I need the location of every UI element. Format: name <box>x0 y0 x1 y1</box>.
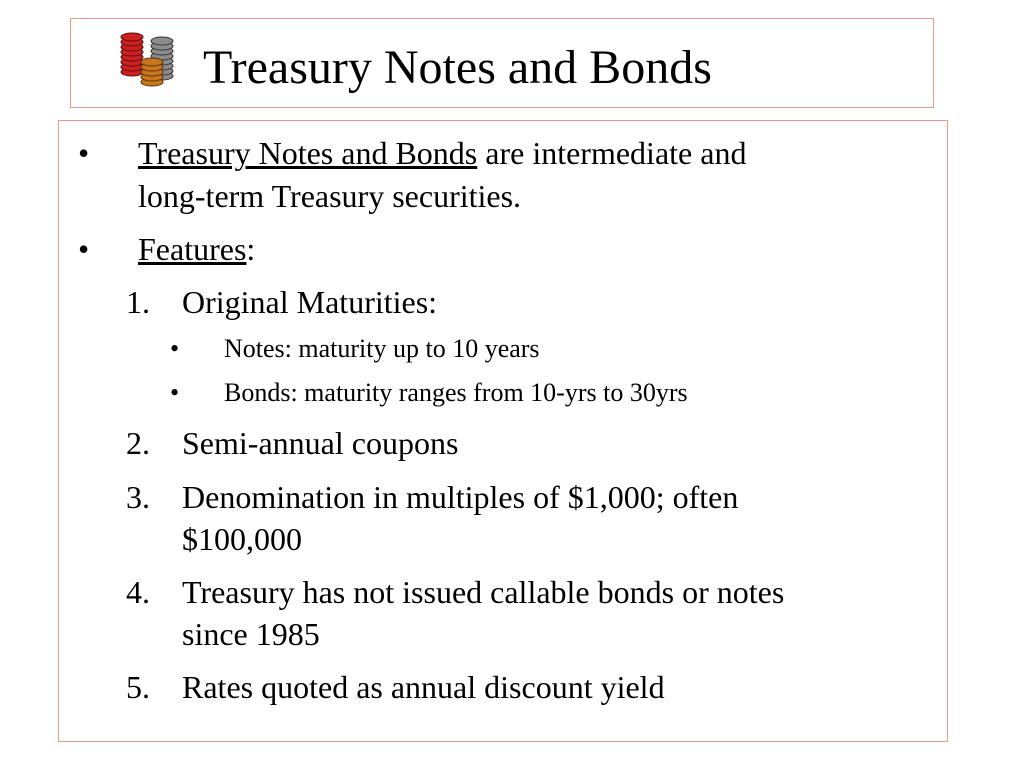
item-2-text: Semi-annual coupons <box>182 425 459 461</box>
item-1-text: Original Maturities: <box>182 284 438 320</box>
bullet-2-line <box>138 230 255 268</box>
item-5-number: 5. <box>126 669 150 705</box>
sub-bullet-marker: • <box>170 334 180 363</box>
item-3-continuation: $100,000 <box>182 521 302 557</box>
red-coin-stack <box>121 33 143 76</box>
bullet-1-line-1 <box>138 134 746 172</box>
bullet-1-line-2: long-term Treasury securities. <box>138 178 522 214</box>
sub-bullet-2-text: Bonds: maturity ranges from 10-yrs to 30yrs <box>224 378 688 407</box>
bullet-1-rest: are intermediate and <box>477 135 747 171</box>
bullet-marker: • <box>78 231 90 267</box>
bronze-coin-stack <box>141 58 163 86</box>
bullet-1-underlined-term: Treasury Notes and Bonds <box>138 135 478 171</box>
item-5-text: Rates quoted as annual discount yield <box>182 669 665 705</box>
sub-bullet-marker: • <box>170 378 180 407</box>
slide-title: Treasury Notes and Bonds <box>203 41 712 94</box>
bullet-2-rest: : <box>246 231 256 267</box>
item-3-text: Denomination in multiples of $1,000; often <box>182 479 739 515</box>
bullet-marker: • <box>78 135 90 171</box>
item-4-text: Treasury has not issued callable bonds or notes <box>182 574 785 610</box>
item-1-number: 1. <box>126 284 150 320</box>
item-2-number: 2. <box>126 425 150 461</box>
item-4-continuation: since 1985 <box>182 616 320 652</box>
bullet-2-underlined-term: Features <box>138 231 247 267</box>
item-4-number: 4. <box>126 574 150 610</box>
sub-bullet-1-text: Notes: maturity up to 10 years <box>224 334 540 363</box>
coin-stacks-icon <box>118 32 180 88</box>
item-3-number: 3. <box>126 479 150 515</box>
